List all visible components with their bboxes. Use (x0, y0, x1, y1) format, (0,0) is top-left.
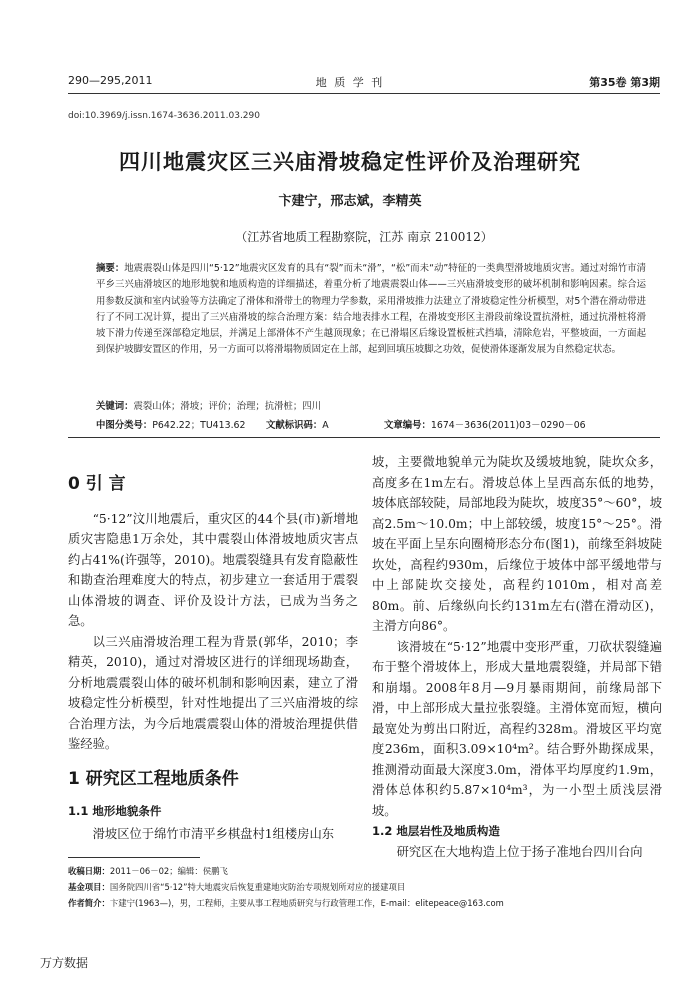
doi: doi:10.3969/j.issn.1674-3636.2011.03.290 (68, 111, 260, 121)
header-pages-year: 290—295,2011 (68, 74, 153, 87)
section-0-paragraph-1: “5·12”汶川地震后，重灾区的44个县(市)新增地质灾害隐患1万余处，其中震裂山体滑坡地质灾害点约占41%(许强等，2010)。地震裂缝具有发育隐蔽性和勘查治理难度大的特点，初步建立一套适用于震裂山体滑坡的调查、评价及设计方法，已成为当务之急。 (68, 511, 358, 628)
paper-title: 四川地震灾区三兴庙滑坡稳定性评价及治理研究 (119, 150, 581, 174)
abstract (96, 261, 646, 359)
right-column (372, 452, 662, 862)
section-0-paragraph-2: 以三兴庙滑坡治理工程为背景(郭华，2010；李精英，2010)，通过对滑坡区进行的详细现场勘查，分析地震震裂山体的破坏机制和影响因素，建立了滑坡稳定性分析模型，针对性地提出了三兴庙滑坡的综合治理方法，为今后地震震裂山体的滑坡治理提供借鉴经验。 (68, 634, 358, 751)
header-rule (68, 93, 660, 94)
authors: 卞建宁，邢志斌，李精英 (278, 194, 422, 209)
footnote-author: 作者简介：卞建宁(1963—)，男，工程师，主要从事工程地质研究与行政管理工作，E-mail：elitepeace@163.com (68, 898, 504, 908)
footnote-received: 收稿日期：2011－06－02；编辑：侯鹏飞 (68, 866, 228, 876)
watermark: 万方数据 (40, 956, 89, 970)
subsection-1-1-heading: 1.1 地形地貌条件 (68, 804, 162, 818)
subsection-1-1-paragraph-2: 该滑坡在“5·12”地震中变形严重，刀砍状裂缝遍布于整个滑坡体上，形成大量地震裂缝，并局部下错和崩塌。2008年8月—9月暴雨期间，前缘局部下滑，中上部形成大量拉张裂缝。主滑体宽而短，横向最宽处为剪出口附近，高程约328m。滑坡区平均宽度236m，面积3.09×10⁴m²。结合野外勘探成果，推测滑动面最大深度3.0m，滑体平均厚度约1.9m，滑体总体积约5.87×10⁴m³，为一小型土质浅层滑坡。 (372, 639, 662, 818)
abstract-text: 地震震裂山体是四川“5·12”地震灾区发育的具有“裂”而未“滑”，“松”而未“动”特征的一类典型滑坡地质灾害。通过对绵竹市清平乡三兴庙滑坡区的地形地貌和地质构造的详细描述，着重分析了地震震裂山体——三兴庙滑坡变形的破坏机制和影响因素。综合运用参数反演和室内试验等方法确定了滑体和滑带土的物理力学参数，采用滑坡推力法建立了滑坡稳定性分析模型，对5个潜在滑动带进行了不同工况计算，提出了三兴庙滑坡的综合治理方案：结合地表排水工程，在滑坡变形区主滑段前缘设置抗滑桩，通过抗滑桩将滑坡下滑力传递至深部稳定地层，并满足上部滑体不产生越顶现象；在已滑塌区后缘设置板桩式挡墙，清除危岩，平整坡面，一方面起到保护坡脚安置区的作用，另一方面可以将滑塌物质固定在上部，起到回填压坡脚之功效，促使滑体逐渐发展为自然稳定状态。 (96, 263, 646, 356)
footnote-rule (68, 857, 200, 858)
document-code: 文献标识码：A (266, 420, 329, 431)
keywords-label: 关键词： (96, 401, 134, 412)
subsection-1-2-paragraph-start: 研究区在大地构造上位于扬子准地台四川台向 (396, 844, 643, 859)
clc-number: 中图分类号：P642.22；TU413.62 (96, 420, 246, 431)
left-column (68, 474, 358, 844)
header-volume-issue: 第35卷 第3期 (589, 76, 660, 89)
section-0-heading: 0 引 言 (68, 474, 126, 494)
subsection-1-1-paragraph-cont: 坡，主要微地貌单元为陡坎及缓坡地貌，陡坎众多，高度多在1m左右。滑坡总体上呈西高东低的地势，坡体底部较陡，局部地段为陡坎，坡度35°～60°，坡高2.5m～10.0m；中上部较缓，坡度15°～25°。滑坡在平面上呈东向圈椅形态分布(图1)，前缘至斜坡陡坎处，高程约930m，后缘位于坡体中部平缓地带与中上部陡坎交接处，高程约1010m，相对高差80m。前、后缘纵向长约131m左右(潜在滑动区)，主滑方向86°。 (372, 455, 662, 633)
affiliation: （江苏省地质工程勘察院，江苏 南京 210012） (235, 230, 493, 244)
abstract-label: 摘要： (96, 263, 125, 274)
keywords-text: 震裂山体；滑坡；评价；治理；抗滑桩；四川 (133, 401, 322, 412)
abstract-rule (68, 437, 660, 438)
subsection-1-1-paragraph-start: 滑坡区位于绵竹市清平乡棋盘村1组楼房山东 (92, 826, 335, 841)
section-1-heading: 1 研究区工程地质条件 (68, 768, 239, 789)
footnote-fund: 基金项目：国务院四川省“5·12”特大地震灾后恢复重建地灾防治专项规划所对应的援建项目 (68, 882, 406, 892)
article-number: 文章编号：1674－3636(2011)03－0290－06 (384, 420, 586, 431)
keywords (96, 398, 656, 412)
header-journal: 地 质 学 刊 (315, 76, 385, 89)
subsection-1-2-heading: 1.2 地层岩性及地质构造 (372, 824, 500, 838)
